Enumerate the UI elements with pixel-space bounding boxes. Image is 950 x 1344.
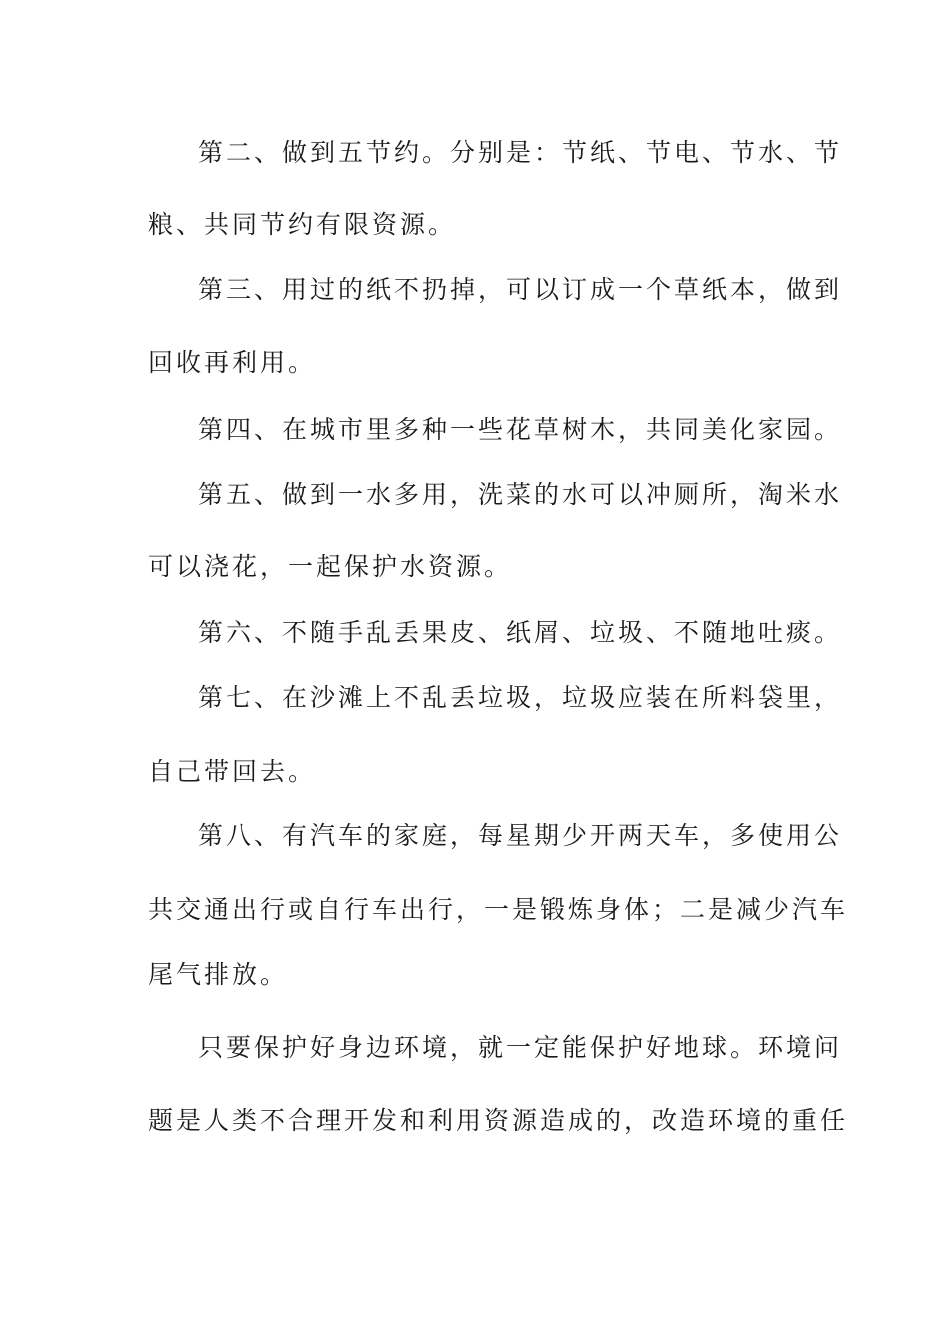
paragraph-6-line-1: 第六、不随手乱丢果皮、纸屑、垃圾、不随地吐痰。 [198,618,843,647]
paragraph-8-line-2: 共交通出行或自行车出行，一是锻炼身体；二是减少汽车 [148,895,849,924]
paragraph-5-line-1: 第五、做到一水多用，洗菜的水可以冲厕所，淘米水 [198,480,843,509]
paragraph-7-line-2: 自己带回去。 [148,757,317,786]
paragraph-5-line-2: 可以浇花，一起保护水资源。 [148,552,513,581]
paragraph-2-line-1: 第二、做到五节约。分别是：节纸、节电、节水、节 [198,138,843,167]
paragraph-4-line-1: 第四、在城市里多种一些花草树木，共同美化家园。 [198,415,843,444]
paragraph-2-line-2: 粮、共同节约有限资源。 [148,210,457,239]
paragraph-8-line-3: 尾气排放。 [148,960,289,989]
paragraph-7-line-1: 第七、在沙滩上不乱丢垃圾，垃圾应装在所料袋里， [198,683,843,712]
paragraph-3-line-1: 第三、用过的纸不扔掉，可以订成一个草纸本，做到 [198,275,843,304]
paragraph-9-line-2: 题是人类不合理开发和利用资源造成的，改造环境的重任 [148,1106,849,1135]
paragraph-8-line-1: 第八、有汽车的家庭，每星期少开两天车，多使用公 [198,821,843,850]
paragraph-3-line-2: 回收再利用。 [148,348,317,377]
paragraph-9-line-1: 只要保护好身边环境，就一定能保护好地球。环境问 [198,1033,843,1062]
